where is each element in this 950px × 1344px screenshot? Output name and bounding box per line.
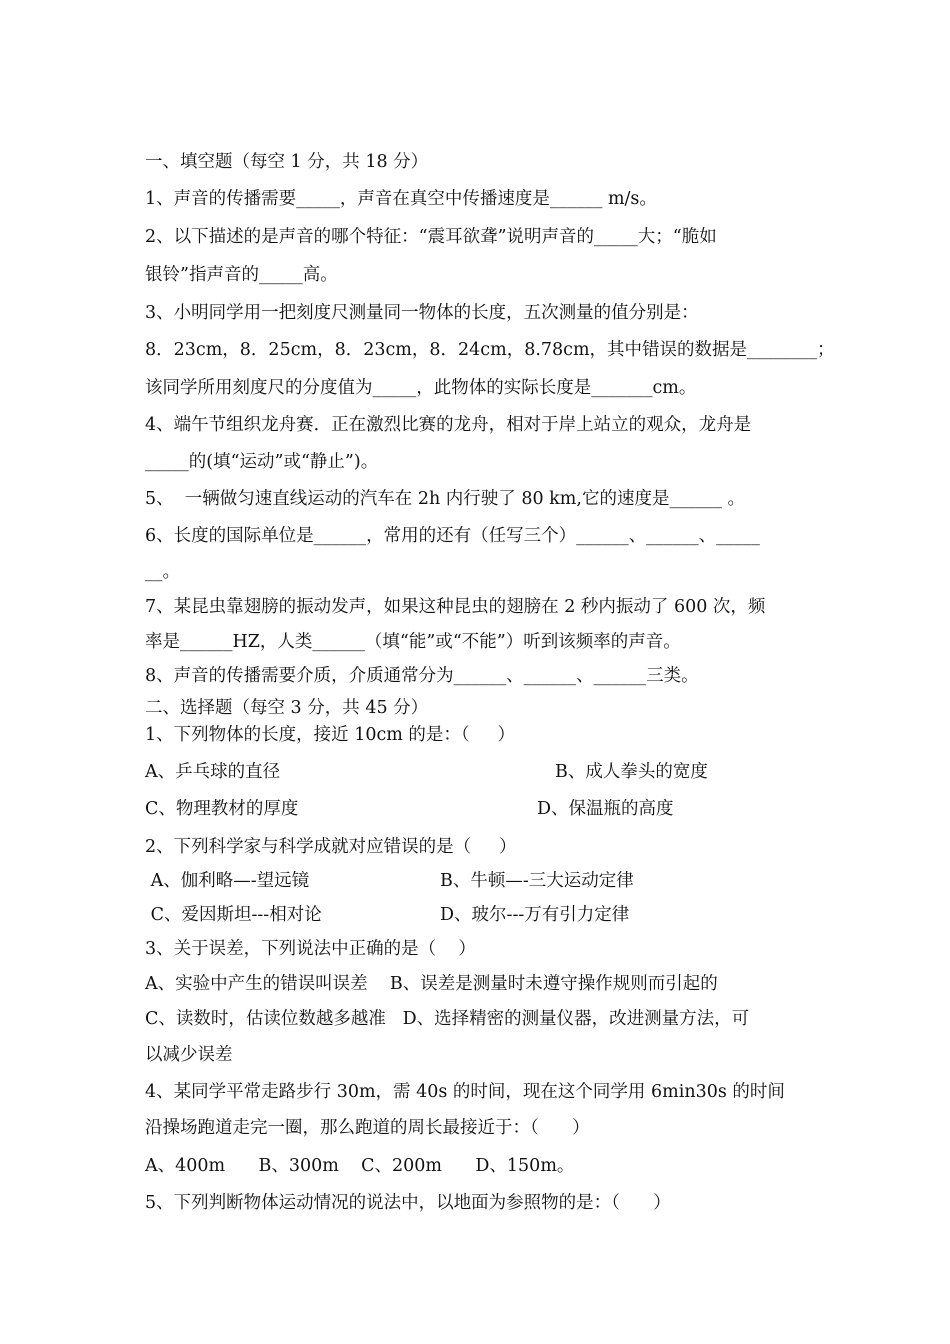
question-1-2-line-b: 银铃”指声音的_____高。 [145,265,338,285]
question-1-4-line-a: 4、端午节组织龙舟赛．正在激烈比赛的龙舟，相对于岸上站立的观众，龙舟是 [145,415,752,435]
question-1-3-line-c: 该同学所用刻度尺的分度值为_____，此物体的实际长度是_______cm。 [145,378,697,398]
question-2-4-line-a: 4、某同学平常走路步行 30m，需 40s 的时间，现在这个同学用 6min30s 的时间 [145,1082,785,1102]
section-heading-fill-blank: 一、填空题（每空 1 分，共 18 分） [145,152,429,172]
question-2-3-options-cd-cont: 以减少误差 [145,1045,233,1065]
question-1-8: 8、声音的传播需要介质，介质通常分为______、______、______三类。 [145,666,699,686]
question-2-4-options: A、400m B、300m C、200m D、150m。 [145,1156,575,1176]
question-1-2-line-a: 2、以下描述的是声音的哪个特征：“震耳欲聋”说明声音的_____大；“脆如 [145,227,717,247]
question-1-5: 5、 一辆做匀速直线运动的汽车在 2h 内行驶了 80 km,它的速度是______ 。 [145,489,746,509]
question-2-1-option-b: B、成人拳头的宽度 [555,762,708,782]
question-1-7-line-a: 7、某昆虫靠翅膀的振动发声，如果这种昆虫的翅膀在 2 秒内振动了 600 次，频 [145,597,766,617]
question-1-3-line-a: 3、小明同学用一把刻度尺测量同一物体的长度，五次测量的值分别是： [145,303,699,323]
question-2-2: 2、下列科学家与科学成就对应错误的是（ ） [145,837,517,857]
question-2-2-option-a: A、伽利略—-望远镜 [145,871,310,891]
question-2-5: 5、下列判断物体运动情况的说法中，以地面为参照物的是：（ ） [145,1193,671,1213]
question-2-1: 1、下列物体的长度，接近 10cm 的是：（ ） [145,725,515,745]
question-2-1-option-c: C、物理教材的厚度 [145,799,299,819]
question-2-1-option-a: A、乒乓球的直径 [145,762,281,782]
question-2-3: 3、关于误差，下列说法中正确的是（ ） [145,939,476,959]
question-1-1: 1、声音的传播需要_____，声音在真空中传播速度是______ m/s。 [145,189,657,209]
section-heading-multiple-choice: 二、选择题（每空 3 分，共 45 分） [145,698,429,718]
question-2-4-line-b: 沿操场跑道走完一圈，那么跑道的周长最接近于：（ ） [145,1118,590,1138]
question-2-2-option-b: B、牛顿—-三大运动定律 [440,871,634,891]
question-2-2-option-d: D、玻尔---万有引力定律 [440,905,630,925]
question-2-3-options-ab: A、实验中产生的错误叫误差 B、误差是测量时未遵守操作规则而引起的 [145,974,718,994]
question-1-6-line-b: __。 [145,562,180,582]
question-1-6-line-a: 6、长度的国际单位是______，常用的还有（任写三个）______、______、_____ [145,526,760,546]
question-1-3-line-b: 8．23cm，8．25cm，8．23cm，8．24cm，8.78cm，其中错误的数据是________； [145,340,835,360]
question-1-4-line-b: _____的(填“运动”或“静止”)。 [145,452,379,472]
question-2-2-option-c: C、爱因斯坦---相对论 [145,905,322,925]
question-1-7-line-b: 率是______HZ，人类______（填“能”或“不能”）听到该频率的声音。 [145,632,681,652]
question-2-1-option-d: D、保温瓶的高度 [537,799,674,819]
question-2-3-options-cd: C、读数时，估读位数越多越准 D、选择精密的测量仪器，改进测量方法，可 [145,1009,750,1029]
